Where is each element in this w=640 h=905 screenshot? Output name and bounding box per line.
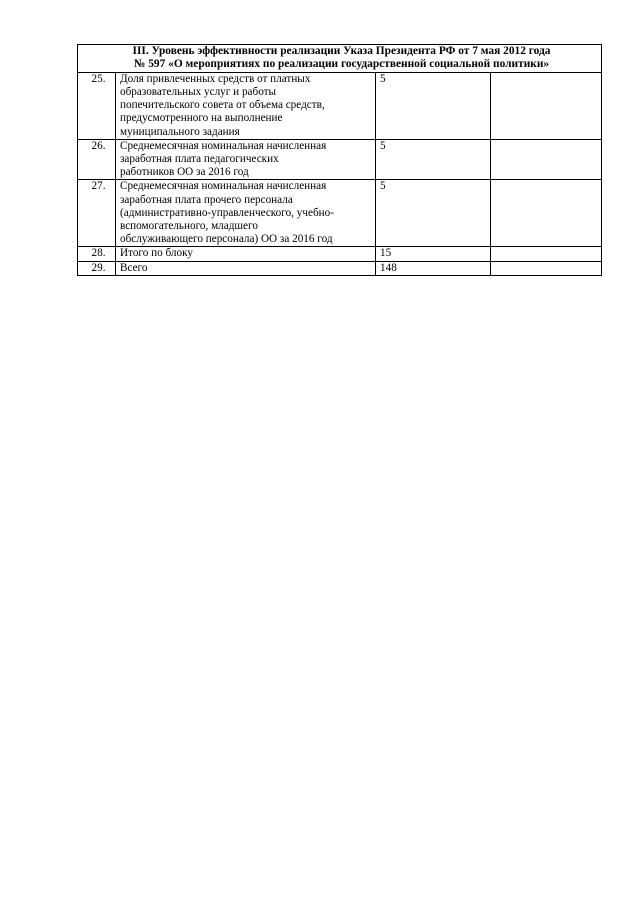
row-max-score: 5 [376,180,491,247]
section-header-row [78,45,602,73]
row-description-line: (административно-управленческого, учебно- [120,206,334,219]
row-description-line: предусмотренного на выполнение [120,112,283,125]
row-number: 28. [78,247,116,261]
row-description-line: работников ОО за 2016 год [120,166,249,179]
row-description-line: образовательных услуг и работы [120,86,277,99]
row-description-line: Доля привлеченных средств от платных [120,72,311,85]
table-row [78,139,602,180]
row-description-line: вспомогательного, младшего [120,220,258,233]
row-description [116,180,376,247]
table-row [78,180,602,247]
row-description-line: обслуживающего персонала) ОО за 2016 год [120,233,333,246]
table-row [78,72,602,139]
row-max-score: 5 [376,72,491,139]
row-empty-cell [491,72,602,139]
row-description-line: Итого по блоку [120,247,193,260]
row-max-score: 5 [376,139,491,180]
row-number: 26. [78,139,116,180]
section-title-line-2: № 597 «О мероприятиях по реализации государственной социальной политики» [133,58,550,71]
row-number: 27. [78,180,116,247]
row-description-line: Среднемесячная номинальная начисленная [120,180,327,193]
criteria-table [77,44,602,276]
table-row [78,261,602,275]
row-description-line: попечительского совета от объема средств, [120,99,325,112]
section-title [78,45,602,73]
row-description-line: Всего [120,261,148,274]
row-empty-cell [491,139,602,180]
row-description-line: муниципального задания [120,125,240,138]
row-description [116,72,376,139]
row-max-score: 15 [376,247,491,261]
table-row [78,247,602,261]
section-title-line-1: III. Уровень эффективности реализации Указа Президента РФ от 7 мая 2012 года [132,45,551,57]
row-empty-cell [491,261,602,275]
row-description-line: Среднемесячная номинальная начисленная [120,139,327,152]
row-max-score: 148 [376,261,491,275]
row-description [116,139,376,180]
row-description-line: заработная плата педагогических [120,153,279,166]
row-description [116,261,376,275]
row-description-line: заработная плата прочего персонала [120,193,293,206]
row-number: 25. [78,72,116,139]
row-description [116,247,376,261]
row-empty-cell [491,247,602,261]
row-empty-cell [491,180,602,247]
row-number: 29. [78,261,116,275]
